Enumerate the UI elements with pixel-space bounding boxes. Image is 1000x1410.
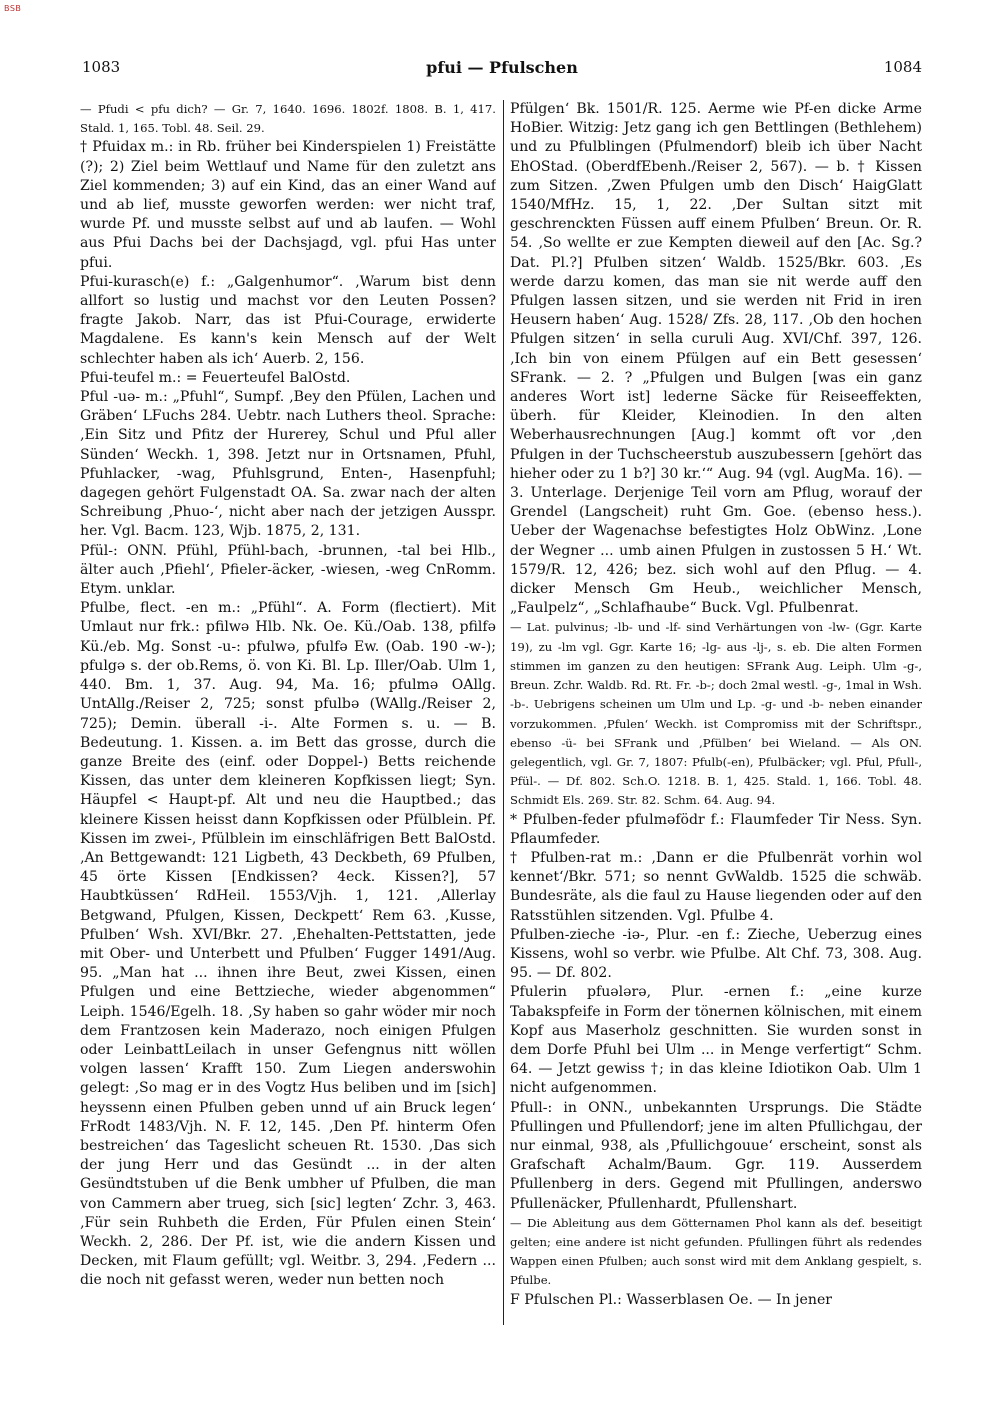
column-divider [503, 100, 504, 1325]
dictionary-entry: Pful -uə- m.: „Pfuhl“, Sumpf. ‚Bey den Pfülen, Lachen und Gräben‘ LFuchs 284. Uebtr. nach Luthers theol. Sprache: ‚Ein Sitz und Pfitz der Hurerey, Schul und Pful aller Sünden‘ Weckh. 1, 398. Jetzt nur in Ortsnamen, Pfuhl, Pfuhlacker, -wag, Pfuhlsgrund, Enten-, Hasenpfuhl; dagegen gehört Fulgenstadt OA. Sa. zwar nach der alten Schreibung ‚Phuo-‘, nicht aber nach der jetzigen Ausspr. her. Vgl. Bacm. 123, Wjb. 1875, 2, 131. [80, 389, 496, 540]
dictionary-entry: † Pfuidax m.: in Rb. früher bei Kinderspielen 1) Freistätte (?); 2) Ziel beim Wettlauf und Name für den zuletzt ans Ziel kommenden; 3) auf ein Kind, das an einer Wand auf und ab lief, musste geworfen werden: wer nicht traf, wurde Pf. und musste selbst auf und ab laufen. — Wohl aus Pfui Dachs bei der Dachsjagd, vgl. pfui Has unter pfui. [80, 139, 496, 271]
page-number-left: 1083 [82, 58, 121, 76]
left-column [80, 100, 496, 1390]
dictionary-entry: — Pfudi < pfu dich? — Gr. 7, 1640. 1696. 1802f. 1808. B. 1, 417. Stald. 1, 165. Tobl. 48. Seil. 29. [80, 102, 496, 136]
dictionary-entry: Pfül-: ONN. Pfühl, Pfühl-bach, -brunnen, -tal bei Hlb., älter auch ‚Pfiehl‘, Pfieler-äcker, -wiesen, -weg CnRomm. Etym. unklar. [80, 542, 496, 598]
dictionary-entry: Pfull-: in ONN., unbekannten Ursprungs. Die Städte Pfullingen und Pfullendorf; jene im alten Pfullichgau, der nur einmal, 938, als ‚Pfullichgouue‘ erscheint, sonst als Grafschaft Achalm/Baum. Ggr. 119. Ausserdem Pfullenberg in ders. Gegend mit Pfullingen, anderswo Pfullenäcker, Pfullenhardt, Pfullenshart. [510, 1099, 922, 1212]
dictionary-entry: Pfulbe, flect. -en m.: „Pfühl“. A. Form (flectiert). Mit Umlaut nur frk.: pfilwə Hlb. Nk. Oe. Kü./Oab. 138, pfilfə Kü./eb. Mg. Sonst -u-: pfulwə, pfulfə Ew. (Oab. 190 -w-); pfulgə s. der ob.Rems, ö. von Ki. Bl. Lp. Iller/Oab. Ulm 1, 440. Bm. 1, 37. Aug. 94, Ma. 16; pfulmə OAllg. UntAllg./Reiser 2, 725; sonst pfulbə (WAllg./Reiser 2, 725); Demin. überall -i-. Alte Formen s. u. — B. Bedeutung. 1. Kissen. a. im Bett das grosse, durch die ganze Breite des (einf. oder Doppel-) Betts reichende Kissen, das unter dem kleineren Kopfkissen liegt; Syn. Häupfel < Haupt-pf. Alt und neu die Hauptbed.; das kleinere Kissen heisst dann Kopfkissen oder Pfülblein. Pf. Kissen im zwei-, Pfülblein im einschläfrigen Bett BalOstd. ‚An Bettgewandt: 121 Ligbeth, 43 Deckbeth, 69 Pfulben, 45 örte Kissen [Endkissen? 4eck. Kissen?], 57 Haubtküssen‘ RdHeil. 1553/Vjh. 1, 121. ‚Allerlay Betgwand, Pfulgen, Kissen, Deckpett‘ Rem 63. ‚Kusse, Pfulben‘ Wsh. XVI/Bkr. 27. ‚Ehehalten-Pettstatten, jede mit Ober- und Unterbett und Pfulben‘ Fugger 1491/Aug. 95. „Man hat ... ihnen ihre Beut, zwei Kissen, einen Pfulgen und eine Bettzieche, wieder abgenommen“ Leiph. 1546/Egelh. 18. ‚Sy haben so gahr wöder mir noch dem Frantzosen kein Maderazo, noch einigen Pfulgen oder LeinbattLeilach in unser Gefengnus nitt wöllen volgen lassen‘ Krafft 150. Zum Liegen anderswohin gelegt: ‚So mag er in des Vogtz Hus beliben und im [sich] heyssenn einen Pfulben geben unnd uf ain Bruck legen‘ FrRodt 1483/Vjh. N. F. 12, 145. ‚Den Pf. hinterm Ofen bestreichen‘ das Tageslicht scheuen Rt. 1530. ‚Das sich der jung Herr und das Gesündt ... in der alten Gesündtstuben uf die Benk umbher uf Pfulben, die man von Cammern aber trueg, sich [sic] legten‘ Zchr. 3, 463. ‚Für sein Ruhbeth die Erden, Für Pfulen einen Stein‘ Weckh. 2, 286. Der Pf. ist, wie die andern Kissen und Decken, mit Flaum gefüllt; vgl. Weitbr. 3, 294. ‚Federn ... die noch nit gefasst weren, weder nun betten noch [80, 600, 496, 1289]
page-number-right: 1084 [883, 58, 922, 76]
dictionary-entry: † Pfulben-rat m.: ‚Dann er die Pfulbenrät vorhin wol kennet‘/Bkr. 571; so nennt GvWaldb. 1525 die schwäb. Bundesräte, als die faul zu Hause liegenden oder auf den Ratsstühlen sitzenden. Vgl. Pfulbe 4. [510, 849, 922, 924]
dictionary-entry: Pfulben-zieche -iə-, Plur. -en f.: Zieche, Ueberzug eines Kissens, wohl so verbr. wie Pfulbe. Alt Chf. 73, 308. Aug. 95. — Df. 802. [510, 926, 922, 982]
dictionary-entry: — Die Ableitung aus dem Götternamen Phol kann als def. beseitigt gelten; eine andere ist nicht gefunden. Pfullingen führt als redendes Wappen einen Pfulben; auch sonst wird mit dem Anklang gespielt, s. Pfulbe. [510, 1215, 922, 1288]
dictionary-entry: — Lat. pulvinus; -lb- und -lf- sind Verhärtungen von -lw- (Ggr. Karte 19), zu -lm vgl. Ggr. Karte 16; -lg- aus -lj-, s. eb. Die alten Formen stimmen im ganzen zu den heutigen: SFrank Aug. Leiph. Ulm -g-, Breun. Zchr. Waldb. Rd. Rt. Fr. -b-; doch 2mal westl. -g-, 1mal in Wsh. -b-. Uebrigens scheinen um Ulm und Lp. -g- und -b- neben einander vorzukommen. ‚Pfulen‘ Weckh. ist Compromiss mit der Schriftspr., ebenso -ü- bei SFrank und ‚Pfülben‘ bei Wieland. — Als ON. gelegentlich, vgl. Gr. 7, 1807: Pfulb(-en), Pfulbäcker; vgl. Pful, Pfull-, Pfül-. — Df. 802. Sch.O. 1218. B. 1, 425. Stald. 1, 166. Tobl. 48. Schmidt Els. 269. Str. 82. Schm. 64. Aug. 94. [510, 620, 922, 808]
dictionary-entry: * Pfulben-feder pfulməfödr f.: Flaumfeder Tir Ness. Syn. Pflaumfeder. [510, 811, 922, 847]
dictionary-entry: Pfülgen‘ Bk. 1501/R. 125. Aermе wie Pf-en dicke Arme HoBier. Witzig: Jetz gang ich gen Bettlingen (Bethlehem) und zu Pfulblingen (Pfulmendorf) bleib ich über Nacht EhOStad. (OberdfEbenh./Reiser 2, 567). — b. † Kissen zum Sitzen. ‚Zwen Pfulgen umb den Disch‘ HaigGlatt 1540/MfHz. 15, 1, 22. ‚Der Sultan sitzt mit geschrenckten Füssen auff einem Pfulben‘ Breun. Or. R. 54. ‚So wellte er zue Kempten dieweil auf den [Ac. Sg.? Dat. Pl.?] Pfulben sitzen‘ Waldb. 1525/Bkr. 603. ‚Es werde darzu komen, das man sie nit werde auff den Pfulgen lassen sitzen, und sie werden nit Frid in iren Heusern haben‘ Aug. 1528/ Zfs. 28, 117. ‚Ob den hochen Pfulgen sitzen‘ in sella curuli Aug. XVI/Chf. 397, 126. ‚Ich bin von einem Pfülgen auf ein Bett gesessen‘ SFrank. — 2. ? „Pfulgen und Bulgen [was ein ganz anderes Wort ist] lederne Säcke für Reiseeffekten, überh. für Kleider, Kleinodien. In den alten Weberhausrechnungen [Aug.] kommt oft vor ‚den Pfulgen in der Tuchscheerstub auszubessern [gehört das hieher oder zu 1 b?] 30 kr.‘“ Aug. 94 (vgl. AugMa. 16). — 3. Unterlage. Derjenige Teil vorn am Pflug, worauf der Grendel (Langscheit) ruht Gm. Goe. (ebenso hess.). Ueber der Wagenachse befestigtes Holz ObWinz. ‚Lone der Wegner ... umb ainen Pfulgen in zustossen 5 H.‘ Wt. 1579/R. 12, 426; bez. sich wohl auf den Pflug. — 4. dicker Mensch Gm Heub., weichlicher Mensch, „Faulpelz“, „Schlafhaube“ Buck. Vgl. Pfulbenrat. [510, 101, 922, 617]
page-header [82, 58, 922, 82]
dictionary-entry: F Pfulschen Pl.: Wasserblasen Oe. — In jener [510, 1291, 833, 1308]
library-stamp: BSB [4, 4, 22, 13]
running-title: pfui — Pfulschen [426, 58, 578, 77]
right-column [510, 100, 922, 1390]
dictionary-entry: Pfui-kurasch(e) f.: „Galgenhumor“. ‚Warum bist denn allfort so lustig und machst vor den Leuten Possen? fragte Jakob. Narr, das ist Pfui-Courage, erwiderte Magdalene. Es kann's kein Mensch auf der Welt schlechter haben als ich‘ Auerb. 2, 156. [80, 273, 496, 367]
dictionary-entry: Pfui-teufel m.: = Feuerteufel BalOstd. [80, 369, 351, 386]
dictionary-entry: Pfulerin pfuələrə, Plur. -ernen f.: „eine kurze Tabakspfeife in Form der tönernen kölnischen, mit einem Kopf aus Maserholz geschnitten. Sie wurden sonst in dem Dorfe Pfuhl bei Ulm ... in Menge verfertigt“ Schm. 64. — Jetzt gewiss †; in das kleine Idiotikon Oab. Ulm 1 nicht aufgenommen. [510, 984, 922, 1097]
